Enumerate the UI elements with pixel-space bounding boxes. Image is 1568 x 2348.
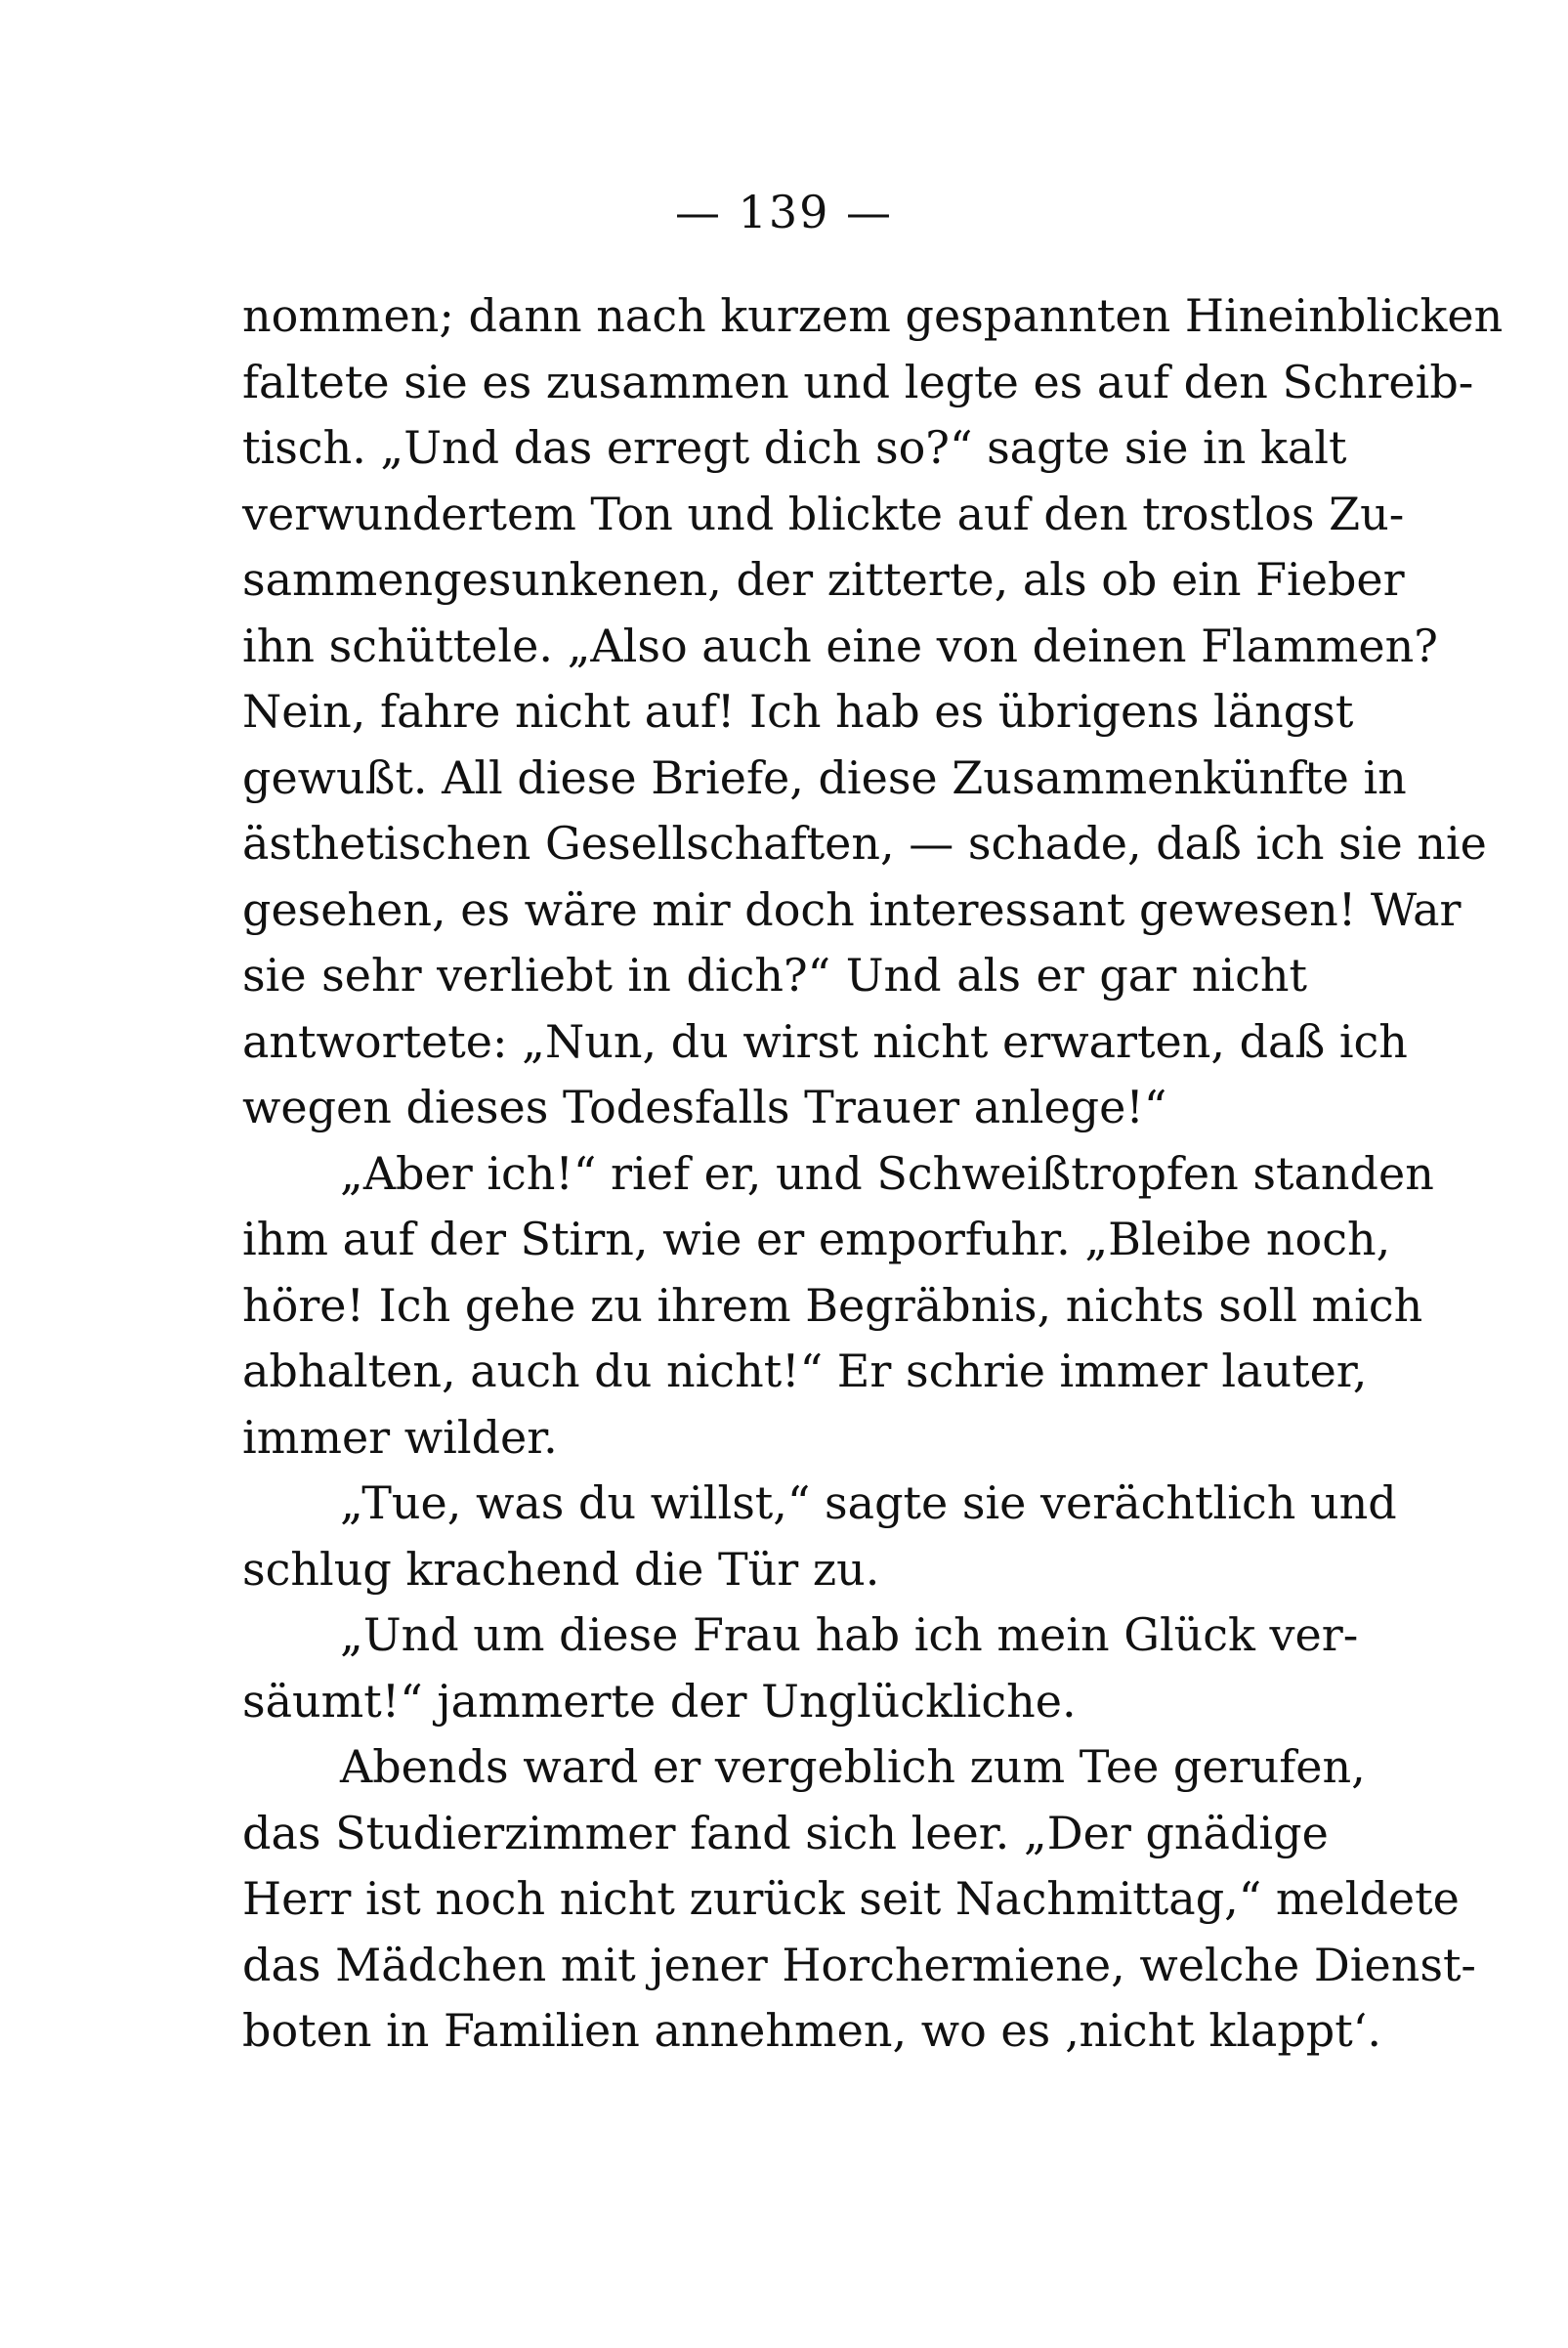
- text-line: „Tue, was du willst,“ sagte sie verächtlich und: [340, 1476, 1397, 1529]
- text-line: tisch. „Und das erregt dich so?“ sagte sie in kalt: [242, 421, 1347, 474]
- text-line: höre! Ich gehe zu ihrem Begräbnis, nichts soll mich: [242, 1278, 1423, 1332]
- text-line: sammengesunkenen, der zitterte, als ob ein Fieber: [242, 553, 1405, 606]
- text-line: das Studierzimmer fand sich leer. „Der gnädige: [242, 1806, 1329, 1859]
- text-line: nommen; dann nach kurzem gespannten Hineinblicken: [242, 289, 1504, 342]
- text-line: boten in Familien annehmen, wo es ‚nicht klappt‘.: [242, 2004, 1381, 2057]
- text-line: Herr ist noch nicht zurück seit Nachmittag,“ meldete: [242, 1872, 1460, 1925]
- text-line: ästhetischen Gesellschaften, — schade, daß ich sie nie: [242, 817, 1487, 870]
- text-line: ihm auf der Stirn, wie er emporfuhr. „Bleibe noch,: [242, 1213, 1391, 1265]
- body-text: [242, 283, 1504, 2065]
- text-line: sie sehr verliebt in dich?“ Und als er gar nicht: [242, 949, 1307, 1002]
- text-line: gewußt. All diese Briefe, diese Zusammenkünfte in: [242, 750, 1407, 804]
- text-line: wegen dieses Todesfalls Trauer anlege!“: [242, 1081, 1167, 1133]
- text-line: Abends ward er vergeblich zum Tee gerufen,: [340, 1740, 1366, 1793]
- text-line: verwundertem Ton und blickte auf den trostlos Zu-: [242, 487, 1405, 540]
- text-line: schlug krachend die Tür zu.: [242, 1542, 880, 1596]
- text-line: „Aber ich!“ rief er, und Schweißtropfen standen: [340, 1146, 1434, 1200]
- text-line: abhalten, auch du nicht!“ Er schrie immer lauter,: [242, 1345, 1368, 1397]
- text-line: antwortete: „Nun, du wirst nicht erwarten, daß ich: [242, 1014, 1408, 1068]
- text-line: immer wilder.: [242, 1410, 558, 1464]
- text-line: Nein, fahre nicht auf! Ich hab es übrigens längst: [242, 685, 1354, 738]
- text-line: gesehen, es wäre mir doch interessant gewesen! War: [242, 882, 1462, 936]
- text-line: „Und um diese Frau hab ich mein Glück ver-: [340, 1608, 1359, 1661]
- text-line: ihn schüttele. „Also auch eine von deinen Flammen?: [242, 619, 1438, 672]
- text-line: faltete sie es zusammen und legte es auf den Schreib-: [242, 355, 1474, 408]
- text-line: säumt!“ jammerte der Unglückliche.: [242, 1674, 1077, 1728]
- page-number: — 139 —: [674, 186, 894, 238]
- text-line: das Mädchen mit jener Horchermiene, welche Dienst-: [242, 1938, 1476, 1991]
